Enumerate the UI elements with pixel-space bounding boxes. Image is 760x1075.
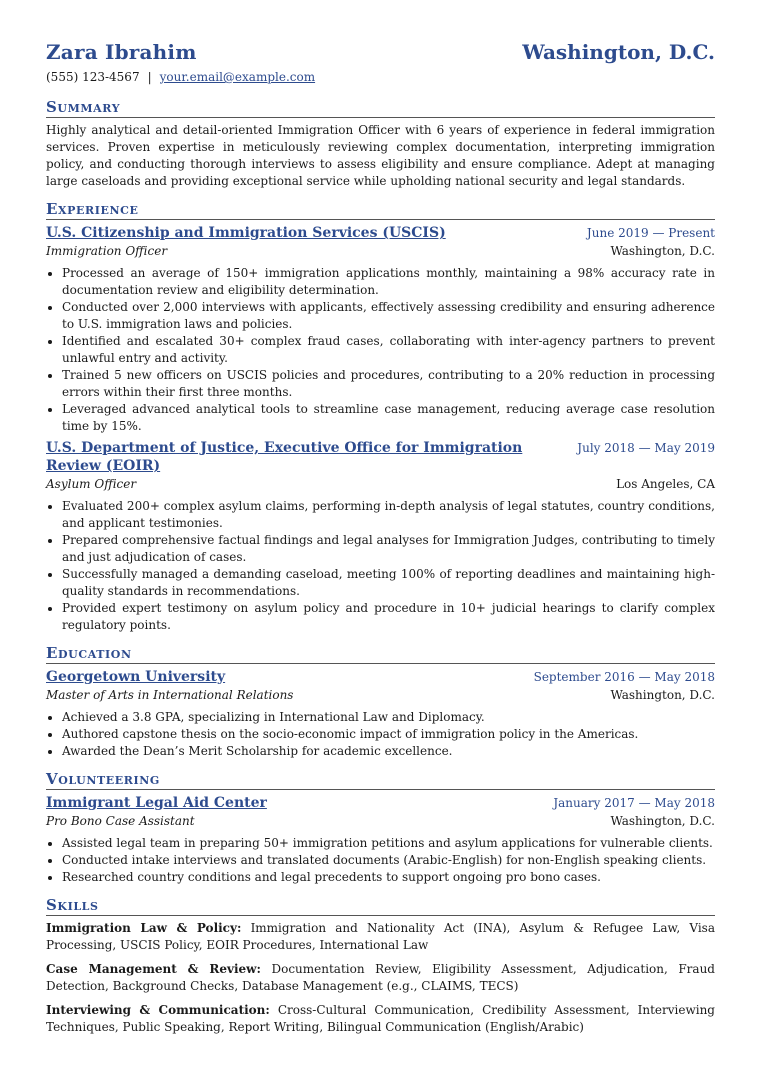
email-link[interactable]: your.email@example.com	[159, 70, 316, 84]
candidate-name: Zara Ibrahim	[46, 40, 197, 64]
job-title: Asylum Officer	[46, 477, 137, 491]
skill-group	[46, 961, 715, 995]
education-entry	[46, 668, 715, 760]
skill-list: Cross-Cultural Communication, Credibility Assessment, Interviewing Techniques, Public Speaking, Report Writing, Bilingual Communication (English/Arabic)	[46, 1003, 715, 1034]
education-heading: Education	[46, 644, 715, 664]
summary-text: Highly analytical and detail-oriented Immigration Officer with 6 years of experience in federal immigration services. Proven expertise in meticulously reviewing complex documentation, interpreting immigration policy, and conducting thorough interviews to assess eligibility and ensure compliance. Adept at managing large caseloads and providing exceptional service while upholding national security and legal standards.	[46, 123, 715, 188]
achievement-item: • Conducted over 2,000 interviews with applicants, effectively assessing credibility and ensuring adherence to U.S. immigration laws and policies.	[62, 299, 715, 333]
achievement-item: • Achieved a 3.8 GPA, specializing in International Law and Diplomacy.	[62, 709, 715, 726]
employer-link[interactable]: U.S. Citizenship and Immigration Services (USCIS)	[46, 225, 446, 241]
achievement-item: • Researched country conditions and legal precedents to support ongoing pro bono cases.	[62, 869, 715, 886]
organization-link[interactable]: Immigrant Legal Aid Center	[46, 795, 267, 811]
achievement-item: • Leveraged advanced analytical tools to streamline case management, reducing average case resolution time by 15%.	[62, 401, 715, 435]
achievement-item: • Evaluated 200+ complex asylum claims, performing in-depth analysis of legal statutes, country conditions, and applicant testimonies.	[62, 498, 715, 532]
achievement-item: • Processed an average of 150+ immigration applications monthly, maintaining a 98% accuracy rate in documentation review and eligibility determination.	[62, 265, 715, 299]
job-location: Los Angeles, CA	[616, 477, 715, 491]
employment-dates: June 2019 — Present	[586, 226, 715, 240]
volunteer-role: Pro Bono Case Assistant	[46, 814, 195, 828]
education-dates: September 2016 — May 2018	[533, 670, 715, 684]
achievement-list	[46, 835, 715, 886]
skill-category: Interviewing & Communication:	[46, 1003, 270, 1017]
skill-group	[46, 920, 715, 954]
experience-entry	[46, 224, 715, 435]
skill-list: Documentation Review, Eligibility Assessment, Adjudication, Fraud Detection, Background Checks, Database Management (e.g., CLAIMS, TECS)	[46, 962, 715, 993]
job-location: Washington, D.C.	[610, 244, 715, 258]
achievement-item: • Awarded the Dean’s Merit Scholarship for academic excellence.	[62, 743, 715, 760]
employer-link[interactable]: U.S. Department of Justice, Executive Office for Immigration Review (EOIR)	[46, 440, 523, 474]
achievement-item: • Provided expert testimony on asylum policy and procedure in 10+ judicial hearings to clarify complex regulatory points.	[62, 600, 715, 634]
skills-heading: Skills	[46, 896, 715, 916]
skill-list: Immigration and Nationality Act (INA), Asylum & Refugee Law, Visa Processing, USCIS Policy, EOIR Procedures, International Law	[46, 921, 715, 952]
candidate-location: Washington, D.C.	[522, 40, 715, 64]
entry-header	[46, 439, 715, 475]
phone-number: (555) 123-4567	[46, 70, 140, 84]
school-location: Washington, D.C.	[610, 688, 715, 702]
achievement-item: • Identified and escalated 30+ complex fraud cases, collaborating with inter-agency partners to prevent unlawful entry and activity.	[62, 333, 715, 367]
entry-subheader	[46, 814, 715, 828]
experience-heading: Experience	[46, 200, 715, 220]
summary-heading: Summary	[46, 98, 715, 118]
school-link[interactable]: Georgetown University	[46, 669, 226, 685]
entry-subheader	[46, 477, 715, 491]
skill-category: Case Management & Review:	[46, 962, 261, 976]
experience-entry	[46, 439, 715, 634]
entry-header	[46, 224, 715, 242]
achievement-list	[46, 709, 715, 760]
entry-header	[46, 794, 715, 812]
achievement-item: • Authored capstone thesis on the socio-economic impact of immigration policy in the Americas.	[62, 726, 715, 743]
volunteering-entry	[46, 794, 715, 886]
degree-title: Master of Arts in International Relations	[46, 688, 294, 702]
entry-subheader	[46, 688, 715, 702]
entry-header	[46, 668, 715, 686]
volunteering-heading: Volunteering	[46, 770, 715, 790]
volunteer-location: Washington, D.C.	[610, 814, 715, 828]
achievement-list	[46, 498, 715, 634]
achievement-item: • Prepared comprehensive factual findings and legal analyses for Immigration Judges, contributing to timely and just adjudication of cases.	[62, 532, 715, 566]
contact-line	[46, 70, 715, 84]
skill-group	[46, 1002, 715, 1036]
achievement-item: • Assisted legal team in preparing 50+ immigration petitions and asylum applications for vulnerable clients.	[62, 835, 715, 852]
resume-header	[46, 40, 715, 64]
contact-separator: |	[147, 70, 152, 84]
achievement-list	[46, 265, 715, 435]
skill-category: Immigration Law & Policy:	[46, 921, 242, 935]
job-title: Immigration Officer	[46, 244, 168, 258]
employment-dates: July 2018 — May 2019	[577, 441, 715, 455]
volunteering-dates: January 2017 — May 2018	[553, 796, 715, 810]
achievement-item: • Successfully managed a demanding caseload, meeting 100% of reporting deadlines and maintaining high-quality standards in recommendations.	[62, 566, 715, 600]
achievement-item: • Conducted intake interviews and translated documents (Arabic-English) for non-English speaking clients.	[62, 852, 715, 869]
achievement-item: • Trained 5 new officers on USCIS policies and procedures, contributing to a 20% reduction in processing errors within their first three months.	[62, 367, 715, 401]
resume-page	[46, 40, 715, 1036]
entry-subheader	[46, 244, 715, 258]
